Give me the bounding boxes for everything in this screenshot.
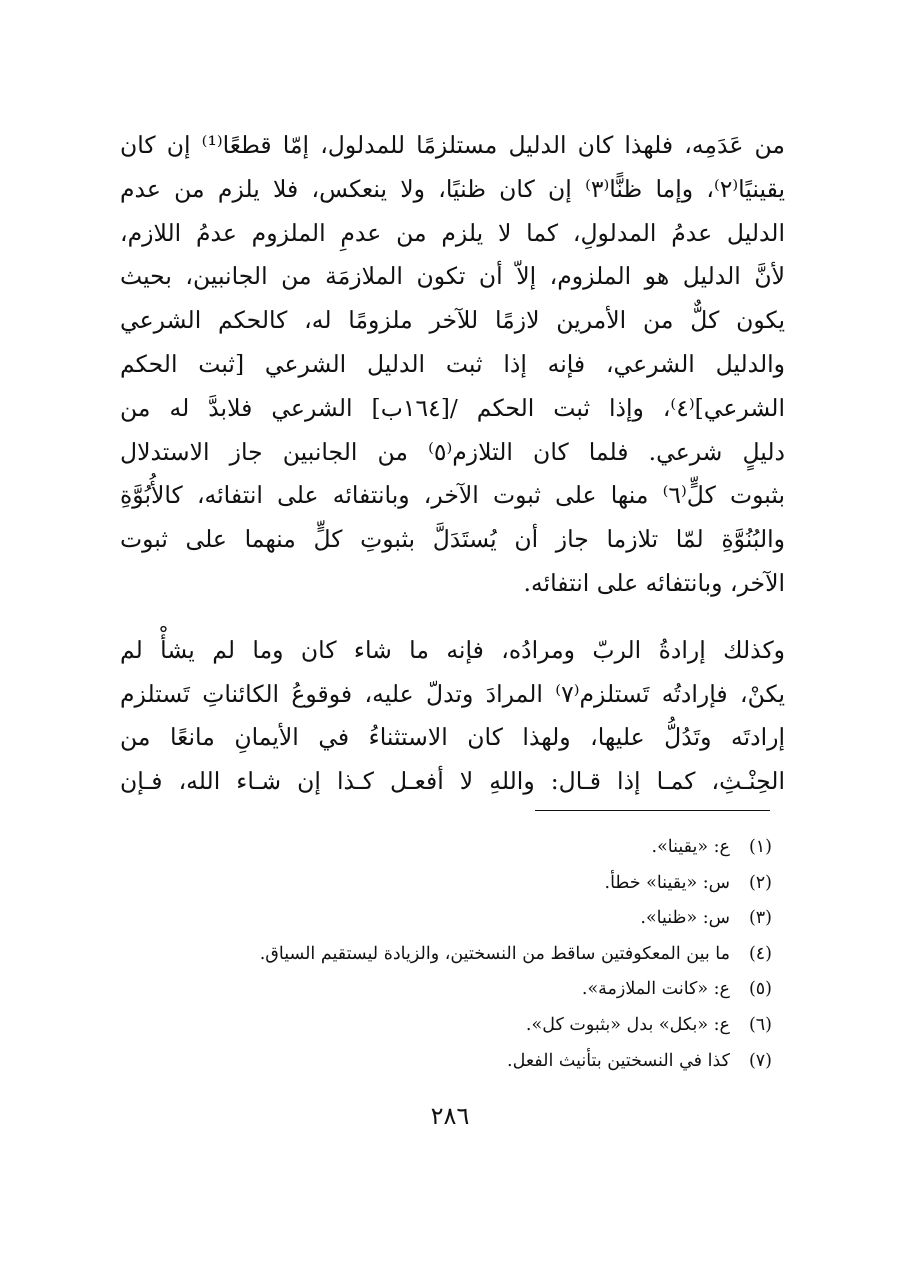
footnote-item — [132, 830, 772, 866]
text-line: الدليل عدمُ المدلولِ، كما لا يلزم من عدمِ الملزوم عدمُ اللازم، — [120, 218, 785, 247]
footnote-item — [132, 901, 772, 937]
footnote-separator — [535, 810, 770, 811]
footnote-number: (٢) — [748, 872, 772, 893]
text-line: والبُنُوَّةِ لمّا تلازما جاز أن يُستَدَلَّ بثبوتِ كلٍّ منهما على ثبوت — [120, 525, 785, 554]
footnote-text: س: «يقينا» خطأ. — [604, 872, 730, 893]
footnote-text: ع: «كانت الملازمة». — [581, 979, 730, 1000]
footnote-item — [132, 937, 772, 973]
page-number: ٢٨٦ — [430, 1102, 470, 1130]
text-line: بثبوت كلٍّ⁽٦⁾ منها على ثبوت الآخر، وبانتفائه على انتفائه، كالأُبُوَّةِ — [120, 481, 785, 510]
text-line: وكذلك إرادةُ الربّ ومرادُه، فإنه ما شاء كان وما لم يشأْ لم — [120, 635, 785, 664]
paragraph-gap — [120, 606, 785, 629]
footnotes — [132, 830, 772, 1079]
footnote-number: (١) — [748, 837, 772, 857]
footnote-text: ع: «بكل» بدل «بثبوت كل». — [525, 1014, 730, 1035]
footnote-text: س: «ظنيا». — [640, 908, 730, 929]
text-line: إرادتَه وتَدُلُّ عليها، ولهذا كان الاستثناءُ في الأيمانِ مانعًا من — [120, 723, 785, 752]
paragraph-2 — [120, 629, 785, 804]
footnote-number: (٥) — [748, 979, 772, 1000]
footnote-number: (٧) — [748, 1050, 772, 1071]
footnote-item — [132, 1044, 772, 1080]
footnote-number: (٤) — [748, 943, 772, 964]
text-line: الحِنْـثِ، كمـا إذا قـال: واللهِ لا أفعـل كـذا إن شـاء الله، فـإن — [120, 767, 785, 796]
footnote-text: ما بين المعكوفتين ساقط من النسختين، والزيادة ليستقيم السياق. — [259, 943, 730, 964]
main-text — [120, 124, 785, 804]
text-line: دليلٍ شرعي. فلما كان التلازم⁽٥⁾ من الجانبين جاز الاستدلال — [120, 437, 785, 466]
text-line: من عَدَمِه، فلهذا كان الدليل مستلزمًا للمدلول، إمّا قطعًا⁽¹⁾ إن كان — [120, 131, 785, 159]
footnote-item — [132, 1008, 772, 1044]
text-line: يكنْ، فإرادتُه تَستلزم⁽٧⁾ المرادَ وتدلّ عليه، فوقوعُ الكائناتِ تَستلزم — [120, 679, 785, 708]
text-line: والدليل الشرعي، فإنه إذا ثبت الدليل الشرعي [ثبت الحكم — [120, 349, 785, 378]
text-line: لأنَّ الدليل هو الملزوم، إلاّ أن تكون الملازمَة من الجانبين، بحيث — [120, 262, 785, 291]
footnote-text: كذا في النسختين بتأنيث الفعل. — [507, 1050, 730, 1071]
text-line: يقينيًا⁽٢⁾، وإما ظنًّا⁽٣⁾ إن كان ظنيًا، ولا ينعكس، فلا يلزم من عدم — [120, 174, 785, 203]
text-line: يكون كلٌّ من الأمرين لازمًا للآخر ملزومًا له، كالحكم الشرعي — [120, 306, 785, 335]
footnote-number: (٣) — [748, 908, 772, 929]
footnote-number: (٦) — [748, 1014, 772, 1035]
text-line: الشرعي]⁽٤⁾، وإذا ثبت الحكم /[١٦٤ب] الشرعي فلابدَّ له من — [120, 393, 785, 422]
paragraph-1 — [120, 124, 785, 606]
footnote-item — [132, 972, 772, 1008]
footnote-item — [132, 866, 772, 902]
text-line: الآخر، وبانتفائه على انتفائه. — [523, 568, 785, 597]
footnote-text: ع: «يقينا». — [651, 837, 730, 857]
